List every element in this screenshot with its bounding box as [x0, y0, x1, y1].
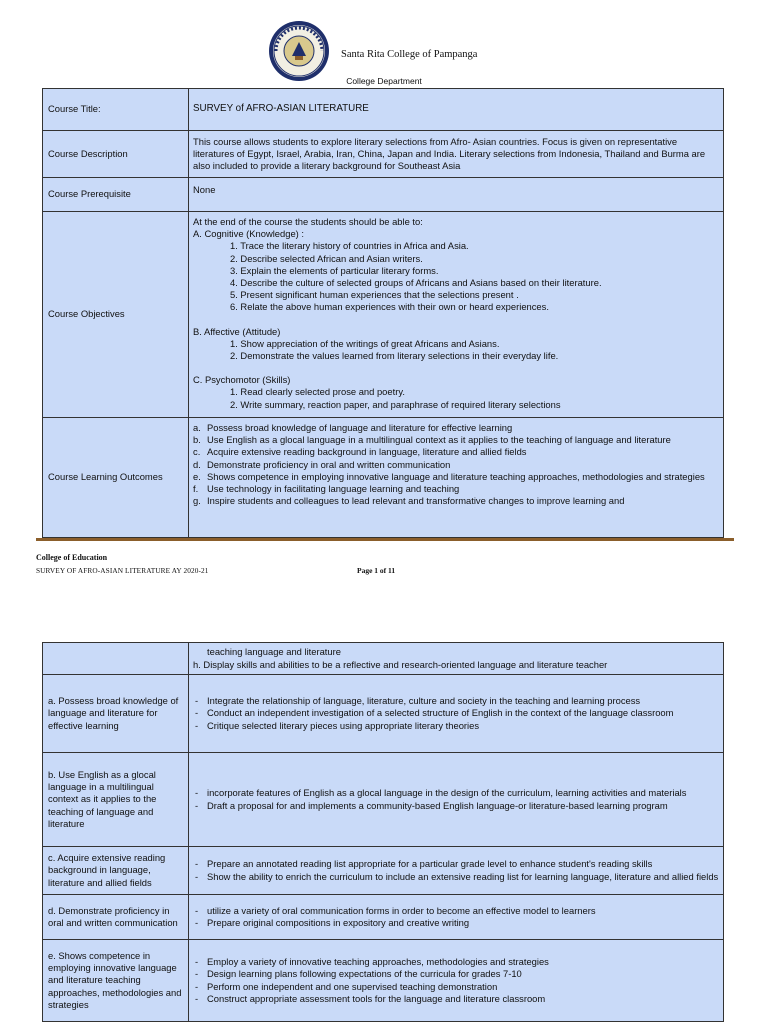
list-item: b. Use English as a glocal language in a multilingual context as it applies to the teaching of language and literature [193, 434, 671, 446]
cognitive-heading: A. Cognitive (Knowledge) : [193, 228, 304, 240]
course-title-value: SURVEY of AFRO-ASIAN LITERATURE [189, 89, 724, 131]
list-item: - Draft a proposal for and implements a community-based English language-or literature-based learning program [193, 800, 719, 812]
table-row [43, 895, 724, 940]
outcome-indicators [189, 940, 724, 1022]
list-item: d. Demonstrate proficiency in oral and written communication [193, 458, 451, 470]
course-objectives-row [43, 212, 724, 418]
outcomes-mapping-table [42, 642, 724, 1022]
course-objectives-label: Course Objectives [43, 212, 189, 418]
list-item: 2. Write summary, reaction paper, and paraphrase of required literary selections [230, 398, 561, 410]
course-description-value: This course allows students to explore literary selections from Afro- Asian countries. Focus is given on representative literatures of Egypt, Israel, Arabia, Iran, China, Japan and India. Literary selections from Indonesia, Thailand and Burma are also included to provide a literary background for Southeast Asia [189, 131, 724, 178]
institution-name: Santa Rita College of Pampanga [341, 49, 478, 60]
outcome-label: a. Possess broad knowledge of language and literature for effective learning [43, 675, 189, 753]
list-item: 2. Describe selected African and Asian writers. [230, 252, 423, 264]
course-prerequisite-row [43, 178, 724, 212]
outcome-indicators [189, 753, 724, 847]
cognitive-list [193, 240, 719, 313]
list-item: c. Acquire extensive reading background in language, literature and allied fields [193, 446, 527, 458]
list-item: - Conduct an independent investigation of a selected structure of English in the context of the language classroom [193, 707, 719, 719]
course-outcomes-label: Course Learning Outcomes [43, 418, 189, 538]
list-item: - Prepare original compositions in expository and creative writing [193, 917, 719, 929]
affective-list [193, 338, 719, 362]
list-item: 1. Show appreciation of the writings of great Africans and Asians. [230, 337, 500, 349]
list-item: g. Inspire students and colleagues to lead relevant and transformative changes to improve learning and [193, 495, 625, 507]
course-title-label: Course Title: [43, 89, 189, 131]
list-item: 4. Describe the culture of selected groups of Africans and Asians based on their literature. [230, 277, 602, 289]
course-outcomes-row [43, 418, 724, 538]
footer-page-number: Page 1 of 11 [357, 566, 396, 575]
course-title-row [43, 89, 724, 131]
course-description-label: Course Description [43, 131, 189, 178]
list-item: - Perform one independent and one supervised teaching demonstration [193, 981, 719, 993]
outcome-label: c. Acquire extensive reading background in language, literature and allied fields [43, 847, 189, 895]
list-item: 3. Explain the elements of particular literary forms. [230, 264, 439, 276]
psychomotor-heading: C. Psychomotor (Skills) [193, 374, 291, 386]
footer-divider [36, 538, 734, 541]
page-header [0, 0, 768, 90]
course-prerequisite-value: None [189, 178, 724, 212]
list-item: e. Shows competence in employing innovative language and literature teaching approaches, methodologies and strategies [193, 470, 705, 482]
list-item: 1. Trace the literary history of countries in Africa and Asia. [230, 240, 469, 252]
course-outcomes-value [189, 418, 724, 538]
continuation-row [43, 643, 724, 675]
list-item: 6. Relate the above human experiences with their own or heard experiences. [230, 301, 549, 313]
course-objectives-value [189, 212, 724, 418]
table-row [43, 753, 724, 847]
outcomes-list [193, 422, 719, 507]
continuation-text: teaching language and literature [207, 646, 341, 658]
affective-heading: B. Affective (Attitude) [193, 325, 281, 337]
department-name: College Department [346, 76, 422, 86]
course-info-table [42, 88, 724, 538]
objectives-intro: At the end of the course the students should be able to: [193, 216, 423, 227]
list-item: - Design learning plans following expectations of the curricula for grades 7-10 [193, 968, 719, 980]
list-item: f. Use technology in facilitating language learning and teaching [193, 483, 460, 495]
list-item: - Construct appropriate assessment tools for the language and literature classroom [193, 993, 719, 1005]
table-row [43, 940, 724, 1022]
outcome-label: d. Demonstrate proficiency in oral and written communication [43, 895, 189, 940]
footer-college: College of Education [36, 553, 108, 562]
course-description-row [43, 131, 724, 178]
outcome-indicators [189, 895, 724, 940]
list-item: - Prepare an annotated reading list appropriate for a particular grade level to enhance student's reading skills [193, 858, 719, 870]
course-prerequisite-label: Course Prerequisite [43, 178, 189, 212]
list-item: - utilize a variety of oral communication forms in order to become an effective model to learners [193, 905, 719, 917]
outcome-indicators [189, 675, 724, 753]
outcome-indicators [189, 847, 724, 895]
psychomotor-list [193, 386, 719, 410]
list-item: 2. Demonstrate the values learned from literary selections in their everyday life. [230, 350, 559, 362]
outcome-label: b. Use English as a glocal language in a multilingual context as it applies to the teaching of language and literature [43, 753, 189, 847]
outcome-h: h. Display skills and abilities to be a reflective and research-oriented language and literature teacher [193, 658, 608, 670]
list-item: - incorporate features of English as a glocal language in the design of the curriculum, learning activities and materials [193, 787, 719, 799]
footer-course-year: SURVEY OF AFRO-ASIAN LITERATURE AY 2020-21 [36, 566, 209, 575]
list-item: - Integrate the relationship of language, literature, culture and society in the teaching and learning process [193, 695, 719, 707]
table-row [43, 675, 724, 753]
list-item: a. Possess broad knowledge of language and literature for effective learning [193, 422, 513, 433]
continuation-value [189, 643, 724, 675]
list-item: - Show the ability to enrich the curriculum to include an extensive reading list for learning language, literature and allied fields [193, 871, 719, 883]
outcome-label: e. Shows competence in employing innovative language and literature teaching approaches, methodologies and strategies [43, 940, 189, 1022]
list-item: 1. Read clearly selected prose and poetry. [230, 386, 405, 398]
table-row [43, 847, 724, 895]
list-item: 5. Present significant human experiences that the selections present . [230, 289, 519, 301]
list-item: - Critique selected literary pieces using appropriate literary theories [193, 720, 719, 732]
list-item: - Employ a variety of innovative teaching approaches, methodologies and strategies [193, 956, 719, 968]
college-seal-logo [268, 20, 330, 82]
